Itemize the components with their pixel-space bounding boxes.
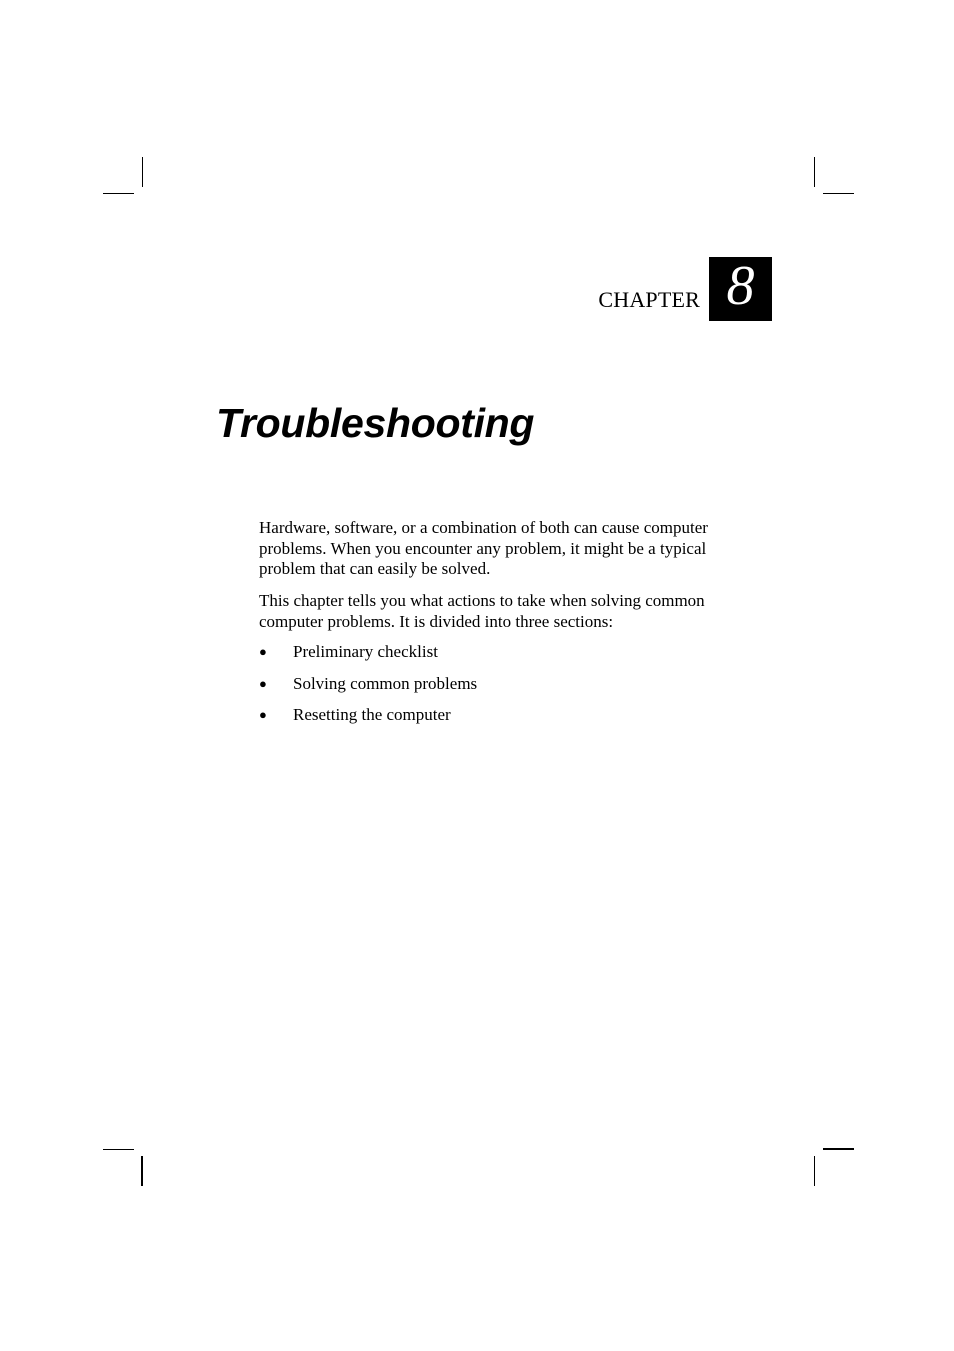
- crop-mark-bottom-right-horizontal: [823, 1148, 854, 1150]
- bullet-icon: ●: [259, 675, 267, 691]
- bullet-icon: ●: [259, 707, 267, 722]
- crop-mark-bottom-right-vertical: [814, 1156, 815, 1186]
- overview-paragraph: This chapter tells you what actions to take when solving common computer problems. It is divided into three sections:: [259, 591, 705, 631]
- crop-mark-top-left-horizontal: [103, 193, 134, 194]
- crop-mark-bottom-left-horizontal: [103, 1149, 134, 1150]
- bullet-icon: ●: [259, 644, 267, 659]
- list-item-label: Solving common problems: [293, 673, 478, 693]
- intro-paragraph: Hardware, software, or a combination of both can cause computer problems. When you encounter any problem, it might be a typical problem that can easily be solved.: [259, 518, 708, 578]
- list-item-label: Preliminary checklist: [293, 642, 438, 661]
- crop-mark-top-left-vertical: [142, 157, 143, 187]
- crop-mark-bottom-left-vertical: [141, 1156, 143, 1186]
- page-title: Troubleshooting: [216, 400, 535, 446]
- chapter-label: CHAPTER: [598, 287, 700, 312]
- crop-mark-top-right-horizontal: [823, 193, 854, 194]
- crop-mark-top-right-vertical: [814, 157, 815, 187]
- chapter-number: 8: [726, 255, 755, 317]
- list-item-label: Resetting the computer: [293, 705, 451, 724]
- chapter-number-box: [709, 257, 772, 321]
